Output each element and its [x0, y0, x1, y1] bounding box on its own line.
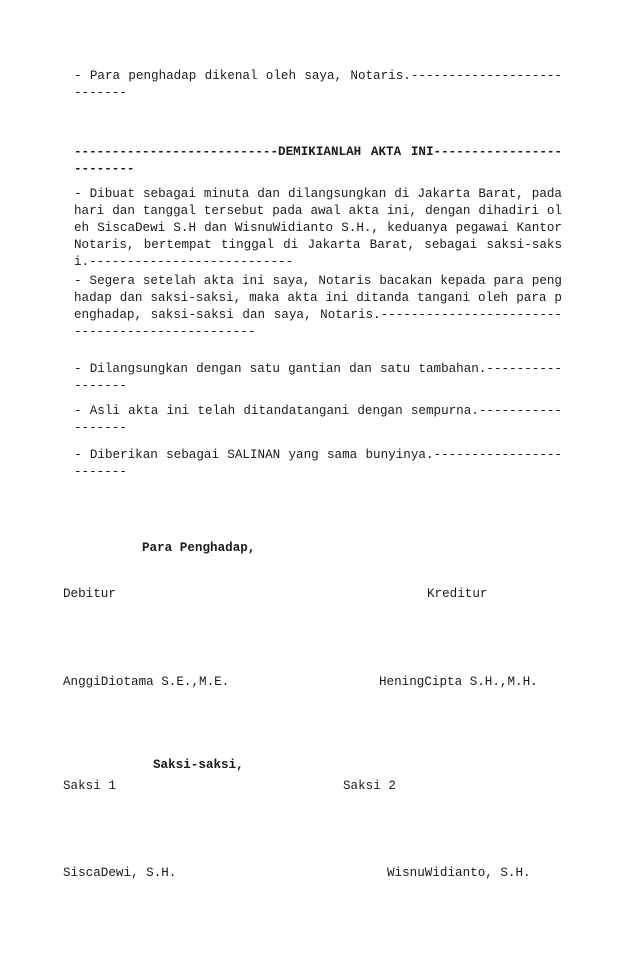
creditor-name: HeningCipta S.H.,M.H.	[379, 675, 538, 689]
changes-paragraph: - Dilangsungkan dengan satu gantian dan satu tambahan.-----------------	[74, 362, 562, 393]
witness2-label: Saksi 2	[343, 779, 396, 793]
parties-heading: Para Penghadap,	[142, 541, 256, 555]
copy-issued-paragraph: - Diberikan sebagai SALINAN yang sama bunyinya.------------------------	[74, 448, 562, 479]
executed-paragraph: - Dibuat sebagai minuta dan dilangsungkan di Jakarta Barat, pada hari dan tanggal tersebut pada awal akta ini, dengan dihadiri oleh SiscaDewi S.H dan WisnuWidianto S.H., keduanya pegawai Kantor Notaris, bertempat tinggal di Jakarta Barat, sebagai saksi-saksi.---------------------------	[74, 187, 562, 269]
witness2-name: WisnuWidianto, S.H.	[387, 866, 531, 880]
creditor-label: Kreditur	[427, 587, 488, 601]
read-and-signed-paragraph: - Segera setelah akta ini saya, Notaris bacakan kepada para penghadap dan saksi-saksi, maka akta ini ditanda tangani oleh para penghadap, saksi-saksi dan saya, Notaris.------------------------------------------------	[74, 274, 562, 339]
witness1-label: Saksi 1	[63, 779, 116, 793]
witness1-name: SiscaDewi, S.H.	[63, 866, 177, 880]
debtor-name: AnggiDiotama S.E.,M.E.	[63, 675, 230, 689]
demikianlah-heading: ---------------------------DEMIKIANLAH AKTA INI-------------------------	[74, 145, 562, 176]
debtor-label: Debitur	[63, 587, 116, 601]
original-signed-paragraph: - Asli akta ini telah ditandatangani dengan sempurna.------------------	[74, 404, 562, 435]
known-parties-paragraph: - Para penghadap dikenal oleh saya, Notaris.---------------------------	[74, 69, 562, 100]
witnesses-heading: Saksi-saksi,	[153, 758, 244, 772]
